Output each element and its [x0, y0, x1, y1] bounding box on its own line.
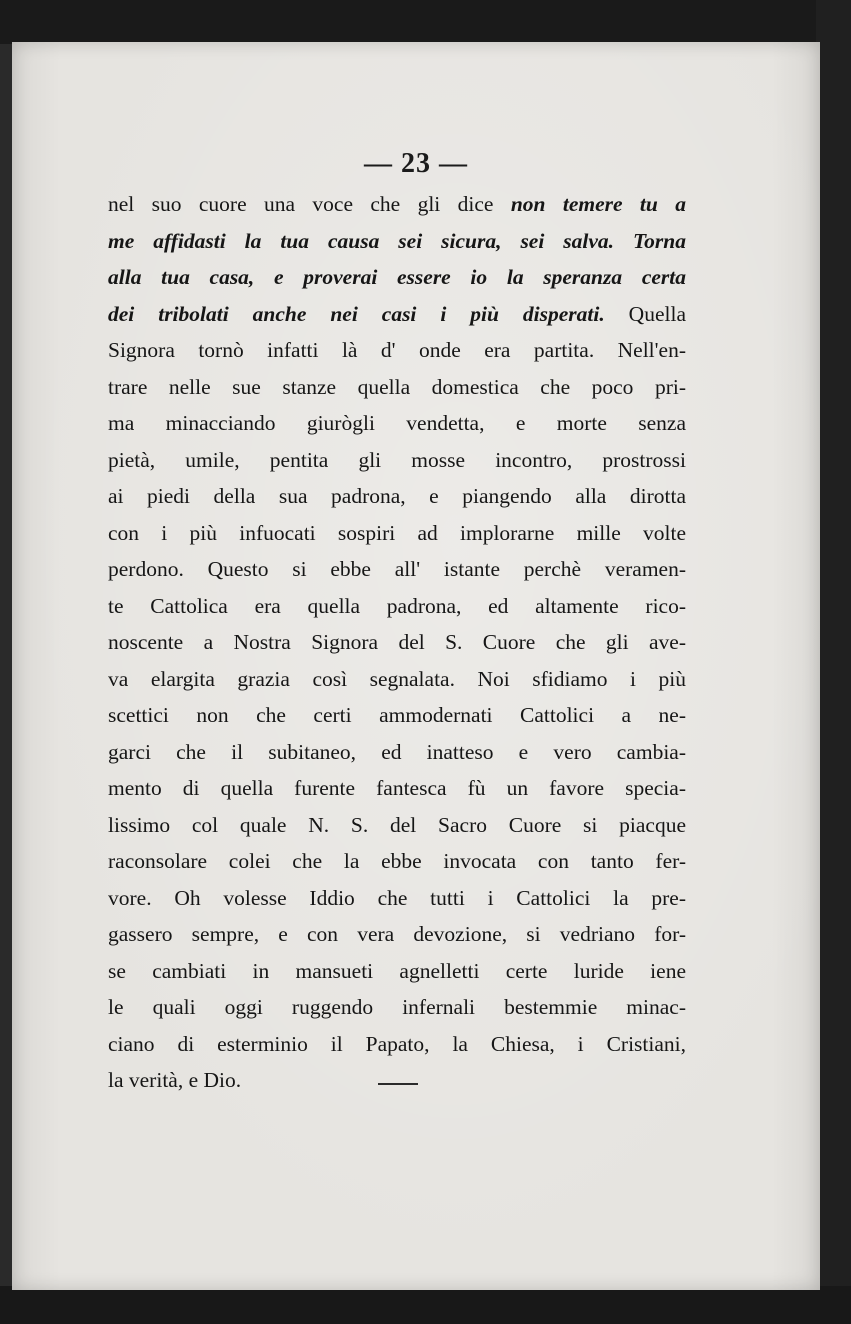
scan-top-border — [0, 0, 851, 44]
text-line — [108, 515, 686, 552]
text-run: se cambiati in mansueti agnelletti certe luride iene — [108, 958, 686, 983]
italic-text-run: dei tribolati anche nei casi i più disperati. — [108, 301, 605, 326]
text-line — [108, 661, 686, 698]
italic-text-run: non temere tu a — [510, 192, 686, 216]
text-line — [108, 442, 686, 479]
text-run: noscente a Nostra Signora del S. Cuore che gli ave- — [108, 630, 686, 654]
text-run: garci che il subitaneo, ed inatteso e vero cambia- — [108, 739, 686, 764]
text-line — [108, 734, 686, 771]
text-line — [108, 697, 686, 734]
text-run: pietà, umile, pentita gli mosse incontro, prostrossi — [108, 447, 686, 472]
text-line — [108, 916, 686, 953]
text-run: ma minacciando giurògli vendetta, e morte senza — [108, 411, 686, 435]
scan-right-border — [816, 0, 851, 1324]
text-run: vore. Oh volesse Iddio che tutti i Cattolici la pre- — [108, 885, 686, 910]
text-run: trare nelle sue stanze quella domestica che poco pri- — [108, 374, 686, 399]
book-page — [12, 42, 820, 1290]
text-line — [108, 989, 686, 1026]
text-run: va elargita grazia così segnalata. Noi sfidiamo i più — [108, 666, 686, 691]
page-number: — 23 — — [364, 148, 468, 179]
text-run: con i più infuocati sospiri ad implorarne mille volte — [108, 520, 686, 545]
text-line — [108, 369, 686, 406]
text-run: gassero sempre, e con vera devozione, si vedriano for- — [108, 922, 686, 946]
text-line — [108, 624, 686, 661]
text-line — [108, 296, 686, 333]
text-run: la verità, e Dio. — [108, 1068, 242, 1092]
text-run: te Cattolica era quella padrona, ed altamente rico- — [108, 593, 686, 618]
text-line — [108, 953, 686, 990]
text-line — [108, 186, 686, 223]
text-run: lissimo col quale N. S. del Sacro Cuore si piacque — [108, 812, 686, 837]
text-run: raconsolare colei che la ebbe invocata con tanto fer- — [108, 849, 686, 873]
text-line — [108, 588, 686, 625]
text-line — [108, 223, 686, 260]
text-line — [108, 843, 686, 880]
text-run: mento di quella furente fantesca fù un favore specia- — [108, 776, 686, 800]
text-line — [108, 332, 686, 369]
text-line — [108, 259, 686, 296]
text-line — [108, 478, 686, 515]
text-line — [108, 880, 686, 917]
text-run: Signora tornò infatti là d' onde era partita. Nell'en- — [108, 338, 686, 362]
italic-text-run: me affidasti la tua causa sei sicura, sei salva. Torna — [108, 228, 686, 253]
text-line — [108, 551, 686, 588]
text-line — [108, 405, 686, 442]
text-line — [108, 1026, 686, 1063]
text-run: scettici non che certi ammodernati Cattolici a ne- — [108, 703, 686, 727]
italic-text-run: alla tua casa, e proverai essere io la speranza certa — [108, 265, 686, 289]
end-rule — [378, 1083, 418, 1085]
body-text — [108, 186, 686, 1099]
text-line — [108, 1062, 686, 1099]
text-line — [108, 770, 686, 807]
text-run: perdono. Questo si ebbe all' istante perchè veramen- — [108, 557, 686, 581]
text-run: Quella — [604, 301, 686, 326]
scan-bottom-border — [0, 1286, 851, 1324]
text-run: ai piedi della sua padrona, e piangendo alla dirotta — [108, 484, 686, 508]
text-run: ciano di esterminio il Papato, la Chiesa, i Cristiani, — [108, 1031, 686, 1056]
text-run: nel suo cuore una voce che gli dice — [108, 192, 511, 216]
text-line — [108, 807, 686, 844]
text-run: le quali oggi ruggendo infernali bestemmie minac- — [108, 995, 686, 1019]
